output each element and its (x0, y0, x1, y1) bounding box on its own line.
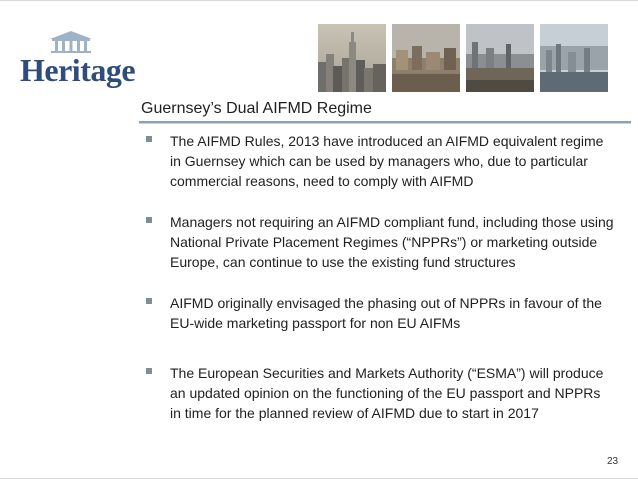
bullet-square-icon (146, 298, 152, 304)
bullet-text: The AIFMD Rules, 2013 have introduced an AIFMD equivalent regime in Guernsey which can be used by managers who, due to particular commercial reasons, need to comply with AIFMD (170, 133, 604, 190)
bullet-text: The European Securities and Markets Authority (“ESMA”) will produce an updated opinion on the functioning of the EU passport and NPPRs in time for the planned review of AIFMD due to start in 2017 (170, 365, 604, 422)
city-rooftops-photo (392, 24, 460, 92)
title-divider-shadow (139, 123, 631, 124)
bullet-text: Managers not requiring an AIFMD compliant fund, including those using National Private Placement Regimes (“NPPRs”) or marketing outside Europe, can continue to use the existing fund structures (170, 214, 614, 271)
heritage-logo (18, 30, 136, 90)
logo-wordmark: Heritage (20, 52, 136, 88)
bullet-text: AIFMD originally envisaged the phasing out of NPPRs in favour of the EU-wide marketing passport for non EU AIFMs (170, 295, 602, 332)
page-number: 23 (607, 456, 619, 467)
header-photo-strip (318, 24, 638, 92)
slide-top-border (0, 0, 638, 1)
bullet-square-icon (146, 217, 152, 223)
bullet-square-icon (146, 136, 152, 142)
city-skyline-photo (318, 24, 386, 92)
city-river-photo (466, 24, 534, 92)
bullet-square-icon (146, 368, 152, 374)
slide-title: Guernsey’s Dual AIFMD Regime (141, 100, 372, 117)
harbour-city-photo (540, 24, 608, 92)
building-icon (48, 30, 94, 54)
